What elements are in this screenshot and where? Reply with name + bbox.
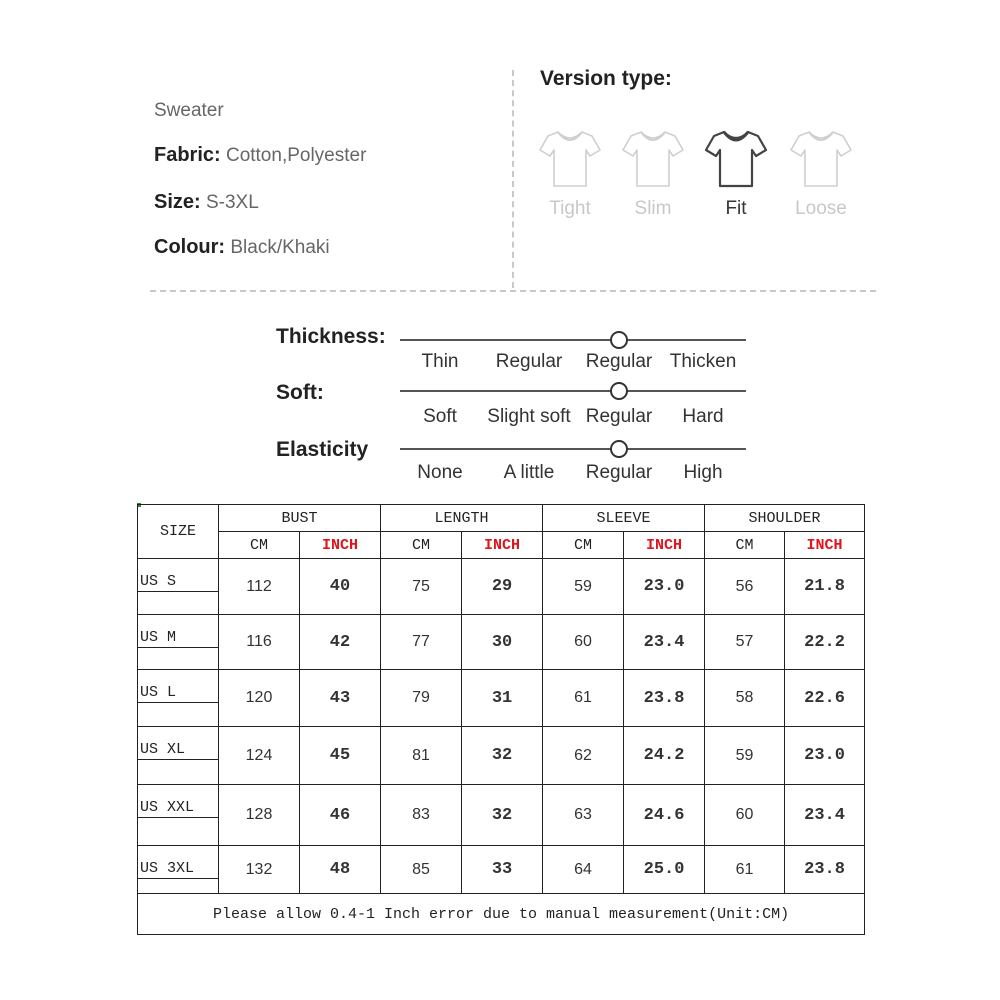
cm-value: 116 bbox=[219, 615, 300, 670]
inch-value: 30 bbox=[462, 615, 543, 670]
cm-value: 120 bbox=[219, 670, 300, 727]
tshirt-icon bbox=[621, 124, 685, 190]
inch-value: 23.8 bbox=[785, 846, 865, 894]
unit-header-cm: CM bbox=[543, 532, 624, 559]
size-underline bbox=[138, 817, 218, 818]
unit-header-inch: INCH bbox=[462, 532, 543, 559]
unit-header-inch: INCH bbox=[300, 532, 381, 559]
size-underline bbox=[138, 878, 218, 879]
cm-value: 60 bbox=[543, 615, 624, 670]
inch-value: 23.4 bbox=[624, 615, 705, 670]
inch-value: 31 bbox=[462, 670, 543, 727]
inch-value: 23.4 bbox=[785, 785, 865, 846]
inch-value: 23.8 bbox=[624, 670, 705, 727]
scale-track bbox=[400, 339, 746, 341]
header-row-units bbox=[138, 532, 865, 559]
version-label-tight: Tight bbox=[549, 198, 591, 219]
cm-value: 124 bbox=[219, 727, 300, 785]
size-name: US XL bbox=[140, 741, 186, 758]
size-cell bbox=[138, 615, 219, 670]
version-label-loose: Loose bbox=[795, 198, 847, 219]
horizontal-divider bbox=[150, 290, 876, 292]
cm-value: 59 bbox=[705, 727, 785, 785]
version-type-title: Version type: bbox=[540, 67, 672, 90]
tshirt-icon bbox=[789, 124, 853, 190]
size-cell bbox=[138, 785, 219, 846]
cm-value: 61 bbox=[705, 846, 785, 894]
size-name: US XXL bbox=[140, 799, 195, 816]
size-chart-table bbox=[137, 504, 865, 935]
cm-value: 56 bbox=[705, 559, 785, 615]
scale-label: Thickness: bbox=[276, 325, 386, 348]
cm-value: 64 bbox=[543, 846, 624, 894]
table-row bbox=[138, 559, 865, 615]
colour-label: Colour: bbox=[154, 236, 226, 258]
scale-option: Regular bbox=[585, 462, 653, 483]
cm-value: 77 bbox=[381, 615, 462, 670]
cm-value: 85 bbox=[381, 846, 462, 894]
inch-value: 24.2 bbox=[624, 727, 705, 785]
size-cell bbox=[138, 727, 219, 785]
scale-option: Hard bbox=[682, 406, 724, 427]
fabric-label: Fabric: bbox=[154, 144, 221, 166]
fabric-value: Cotton,Polyester bbox=[220, 145, 367, 166]
measurement-note: Please allow 0.4-1 Inch error due to manual measurement(Unit:CM) bbox=[138, 894, 865, 935]
inch-value: 32 bbox=[462, 727, 543, 785]
tshirt-icon bbox=[704, 124, 768, 190]
size-name: US S bbox=[140, 573, 177, 590]
cm-value: 75 bbox=[381, 559, 462, 615]
size-name: US M bbox=[140, 629, 177, 646]
group-header-sleeve: SLEEVE bbox=[543, 505, 705, 532]
cm-value: 128 bbox=[219, 785, 300, 846]
inch-value: 45 bbox=[300, 727, 381, 785]
scale-label: Soft: bbox=[276, 381, 324, 404]
table-row bbox=[138, 727, 865, 785]
scale-track bbox=[400, 448, 746, 450]
size-row bbox=[154, 191, 259, 214]
scale-option: Regular bbox=[495, 351, 563, 372]
cm-value: 62 bbox=[543, 727, 624, 785]
scale-option: Regular bbox=[585, 351, 653, 372]
inch-value: 22.2 bbox=[785, 615, 865, 670]
cm-value: 83 bbox=[381, 785, 462, 846]
vertical-divider bbox=[512, 70, 514, 288]
note-row bbox=[138, 894, 865, 935]
unit-header-inch: INCH bbox=[624, 532, 705, 559]
size-underline bbox=[138, 647, 218, 648]
cm-value: 63 bbox=[543, 785, 624, 846]
cm-value: 79 bbox=[381, 670, 462, 727]
size-name: US 3XL bbox=[140, 860, 195, 877]
inch-value: 48 bbox=[300, 846, 381, 894]
scale-option: Regular bbox=[585, 406, 653, 427]
scale-indicator bbox=[610, 331, 628, 349]
inch-value: 46 bbox=[300, 785, 381, 846]
scale-option: A little bbox=[503, 462, 555, 483]
scale-option: None bbox=[417, 462, 463, 483]
scale-indicator bbox=[610, 440, 628, 458]
unit-header-cm: CM bbox=[705, 532, 785, 559]
group-header-length: LENGTH bbox=[381, 505, 543, 532]
size-value: S-3XL bbox=[200, 192, 259, 213]
table-row bbox=[138, 846, 865, 894]
inch-value: 33 bbox=[462, 846, 543, 894]
scale-indicator bbox=[610, 382, 628, 400]
unit-header-cm: CM bbox=[219, 532, 300, 559]
size-header: SIZE bbox=[138, 505, 219, 559]
cm-value: 58 bbox=[705, 670, 785, 727]
size-cell bbox=[138, 846, 219, 894]
scale-option: Thin bbox=[421, 351, 459, 372]
unit-header-cm: CM bbox=[381, 532, 462, 559]
inch-value: 40 bbox=[300, 559, 381, 615]
size-label: Size: bbox=[154, 191, 201, 213]
inch-value: 24.6 bbox=[624, 785, 705, 846]
unit-header-inch: INCH bbox=[785, 532, 865, 559]
inch-value: 32 bbox=[462, 785, 543, 846]
group-header-shoulder: SHOULDER bbox=[705, 505, 865, 532]
size-underline bbox=[138, 759, 218, 760]
table-row bbox=[138, 615, 865, 670]
table-row bbox=[138, 785, 865, 846]
product-name: Sweater bbox=[154, 100, 224, 121]
version-label-fit: Fit bbox=[725, 198, 747, 219]
table-row bbox=[138, 670, 865, 727]
inch-value: 42 bbox=[300, 615, 381, 670]
size-cell bbox=[138, 559, 219, 615]
size-cell bbox=[138, 670, 219, 727]
scale-option: Slight soft bbox=[487, 406, 571, 427]
inch-value: 25.0 bbox=[624, 846, 705, 894]
version-label-slim: Slim bbox=[634, 198, 672, 219]
header-row-groups bbox=[138, 505, 865, 532]
colour-value: Black/Khaki bbox=[225, 237, 330, 258]
tshirt-icon bbox=[538, 124, 602, 190]
cm-value: 132 bbox=[219, 846, 300, 894]
group-header-bust: BUST bbox=[219, 505, 381, 532]
cm-value: 81 bbox=[381, 727, 462, 785]
inch-value: 21.8 bbox=[785, 559, 865, 615]
size-underline bbox=[138, 702, 218, 703]
inch-value: 43 bbox=[300, 670, 381, 727]
scale-option: Thicken bbox=[669, 351, 737, 372]
cm-value: 61 bbox=[543, 670, 624, 727]
scale-option: Soft bbox=[423, 406, 457, 427]
size-underline bbox=[138, 591, 218, 592]
cm-value: 57 bbox=[705, 615, 785, 670]
colour-row bbox=[154, 236, 330, 259]
size-table-body bbox=[138, 559, 865, 894]
inch-value: 23.0 bbox=[624, 559, 705, 615]
inch-value: 22.6 bbox=[785, 670, 865, 727]
scale-track bbox=[400, 390, 746, 392]
inch-value: 29 bbox=[462, 559, 543, 615]
inch-value: 23.0 bbox=[785, 727, 865, 785]
cm-value: 60 bbox=[705, 785, 785, 846]
fabric-row bbox=[154, 144, 366, 167]
cm-value: 112 bbox=[219, 559, 300, 615]
size-name: US L bbox=[140, 684, 177, 701]
scale-label: Elasticity bbox=[276, 438, 369, 461]
scale-option: High bbox=[683, 462, 723, 483]
cm-value: 59 bbox=[543, 559, 624, 615]
